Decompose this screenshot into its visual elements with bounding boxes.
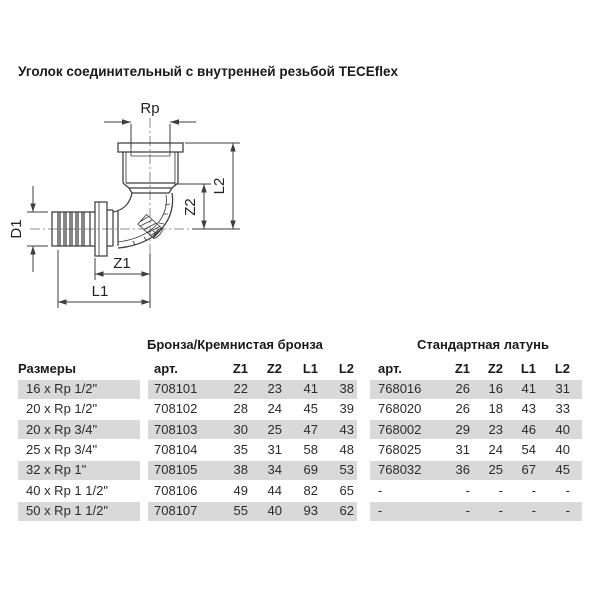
- table-row: [0, 420, 600, 440]
- size-cell: 20 x Rp 1/2": [26, 401, 98, 417]
- bronze-z2-cell: 31: [267, 442, 282, 458]
- bronze-l1-cell: 69: [303, 462, 318, 478]
- bronze-l2-cell: 62: [339, 503, 354, 519]
- bronze-l1-cell: 47: [303, 421, 318, 437]
- header-bronze-art: арт.: [154, 361, 178, 376]
- header-brass-l1: L1: [520, 361, 536, 376]
- bronze-z1-cell: 30: [233, 421, 248, 437]
- header-brass-l2: L2: [554, 361, 570, 376]
- brass-l2-cell: 40: [555, 421, 570, 437]
- bronze-z1-cell: 49: [233, 482, 248, 498]
- brass-z1-cell: 36: [455, 462, 470, 478]
- bronze-l1-cell: 45: [303, 401, 318, 417]
- bronze-art-cell: 708102: [154, 401, 198, 417]
- header-bronze-z2: Z2: [266, 361, 282, 376]
- size-cell: 16 x Rp 1/2": [26, 381, 98, 396]
- table-row: [0, 399, 600, 419]
- bronze-art-cell: 708106: [154, 482, 198, 498]
- brass-z2-cell: 18: [488, 401, 503, 417]
- group-title-brass: Стандартная латунь: [417, 337, 549, 352]
- brass-z1-cell: 31: [455, 442, 470, 458]
- header-brass-z1: Z1: [454, 361, 470, 376]
- table-row: [0, 501, 600, 521]
- brass-art-cell: 768025: [378, 442, 422, 458]
- bronze-art-cell: 708105: [154, 462, 198, 478]
- dimension-z2: [174, 184, 211, 229]
- brass-z1-cell: 26: [455, 381, 470, 396]
- bronze-art-cell: 708104: [154, 442, 198, 458]
- table-row: [0, 460, 600, 480]
- brass-art-cell: -: [378, 482, 383, 498]
- brass-z2-cell: 16: [488, 381, 503, 396]
- brass-l2-cell: 45: [555, 462, 570, 478]
- brass-z2-cell: -: [498, 503, 503, 519]
- brass-l1-cell: -: [531, 503, 536, 519]
- bronze-l1-cell: 82: [303, 482, 318, 498]
- brass-art-cell: 768032: [378, 462, 422, 478]
- table-row: [0, 379, 600, 399]
- dim-label-rp: Rp: [140, 100, 160, 117]
- brass-z1-cell: -: [465, 482, 470, 498]
- brass-l2-cell: 31: [555, 381, 570, 396]
- header-bronze-l2: L2: [338, 361, 354, 376]
- brass-z1-cell: 26: [455, 401, 470, 417]
- brass-z1-cell: -: [465, 503, 470, 519]
- header-sizes: Размеры: [18, 361, 76, 376]
- table-row: [0, 440, 600, 460]
- brass-l1-cell: 54: [521, 442, 536, 458]
- bronze-z2-cell: 34: [267, 462, 282, 478]
- brass-l2-cell: -: [565, 482, 570, 498]
- bronze-l2-cell: 38: [339, 381, 354, 396]
- size-cell: 32 x Rp 1": [26, 462, 87, 478]
- page-title: Уголок соединительный с внутренней резьбой TECEflex: [18, 64, 398, 79]
- brass-z2-cell: -: [498, 482, 503, 498]
- bronze-l1-cell: 93: [303, 503, 318, 519]
- header-bronze-l1: L1: [302, 361, 318, 376]
- dim-label-l2: L2: [211, 177, 228, 195]
- brass-z1-cell: 29: [455, 421, 470, 437]
- dim-label-z2: Z2: [182, 198, 199, 216]
- brass-art-cell: -: [378, 503, 383, 519]
- bronze-z2-cell: 24: [267, 401, 282, 417]
- brass-l1-cell: 41: [521, 381, 536, 396]
- bronze-art-cell: 708107: [154, 503, 198, 519]
- brass-art-cell: 768020: [378, 401, 422, 417]
- bronze-z1-cell: 35: [233, 442, 248, 458]
- size-cell: 40 x Rp 1 1/2": [26, 482, 108, 498]
- bronze-z1-cell: 28: [233, 401, 248, 417]
- bronze-art-cell: 708103: [154, 421, 198, 437]
- bronze-z1-cell: 55: [233, 503, 248, 519]
- bronze-z2-cell: 23: [267, 381, 282, 396]
- bronze-l1-cell: 41: [303, 381, 318, 396]
- table-rows: [0, 379, 600, 521]
- dimension-l1: [58, 250, 150, 308]
- brass-l1-cell: -: [531, 482, 536, 498]
- brass-z2-cell: 23: [488, 421, 503, 437]
- size-cell: 20 x Rp 3/4": [26, 421, 98, 437]
- bronze-l1-cell: 58: [303, 442, 318, 458]
- table-row: [0, 481, 600, 501]
- brass-l2-cell: 33: [555, 401, 570, 417]
- brass-z2-cell: 25: [488, 462, 503, 478]
- brass-art-cell: 768016: [378, 381, 422, 396]
- brass-l2-cell: 40: [555, 442, 570, 458]
- dim-label-z1: Z1: [113, 255, 131, 272]
- bronze-z2-cell: 25: [267, 421, 282, 437]
- bronze-z2-cell: 40: [267, 503, 282, 519]
- brass-l1-cell: 67: [521, 462, 536, 478]
- column-header-row: [0, 359, 600, 379]
- bronze-z2-cell: 44: [267, 482, 282, 498]
- bronze-l2-cell: 39: [339, 401, 354, 417]
- bronze-z1-cell: 38: [233, 462, 248, 478]
- dim-label-l1: L1: [91, 283, 109, 300]
- group-title-bronze: Бронза/Кремнистая бронза: [147, 337, 323, 352]
- fitting-outline: [52, 143, 183, 256]
- brass-l1-cell: 43: [521, 401, 536, 417]
- dim-label-d1: D1: [8, 219, 25, 239]
- bronze-l2-cell: 43: [339, 421, 354, 437]
- header-brass-art: арт.: [378, 361, 402, 376]
- brass-art-cell: 768002: [378, 421, 422, 437]
- size-cell: 25 x Rp 3/4": [26, 442, 98, 458]
- header-bronze-z1: Z1: [232, 361, 248, 376]
- brass-l1-cell: 46: [521, 421, 536, 437]
- size-cell: 50 x Rp 1 1/2": [26, 503, 108, 519]
- brass-l2-cell: -: [565, 503, 570, 519]
- bronze-l2-cell: 65: [339, 482, 354, 498]
- bronze-l2-cell: 48: [339, 442, 354, 458]
- bronze-z1-cell: 22: [233, 381, 248, 396]
- dimension-d1: [8, 186, 48, 272]
- bronze-l2-cell: 53: [339, 462, 354, 478]
- bronze-art-cell: 708101: [154, 381, 198, 396]
- header-brass-z2: Z2: [487, 361, 503, 376]
- brass-z2-cell: 24: [488, 442, 503, 458]
